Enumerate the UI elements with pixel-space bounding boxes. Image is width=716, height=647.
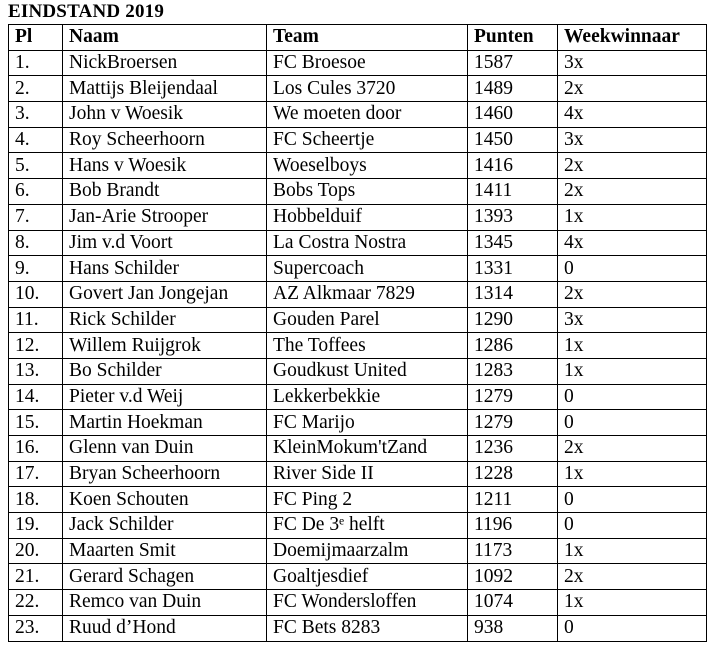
cell-weekwinnaar: 1x — [558, 538, 707, 564]
cell-team: River Side II — [267, 461, 468, 487]
table-row — [9, 153, 707, 179]
cell-pl: 19. — [9, 513, 63, 539]
cell-punten: 1290 — [468, 307, 558, 333]
cell-team: FC Scheertje — [267, 127, 468, 153]
cell-punten: 1074 — [468, 590, 558, 616]
cell-weekwinnaar: 2x — [558, 153, 707, 179]
cell-naam: Willem Ruijgrok — [63, 333, 267, 359]
table-row — [9, 307, 707, 333]
cell-punten: 1279 — [468, 410, 558, 436]
cell-weekwinnaar: 1x — [558, 590, 707, 616]
cell-pl: 22. — [9, 590, 63, 616]
cell-weekwinnaar: 0 — [558, 615, 707, 641]
cell-naam: Maarten Smit — [63, 538, 267, 564]
cell-team: Goudkust United — [267, 358, 468, 384]
cell-punten: 1393 — [468, 204, 558, 230]
cell-pl: 1. — [9, 50, 63, 76]
cell-punten: 1092 — [468, 564, 558, 590]
table-row — [9, 230, 707, 256]
cell-naam: NickBroersen — [63, 50, 267, 76]
cell-naam: Remco van Duin — [63, 590, 267, 616]
cell-punten: 1236 — [468, 436, 558, 462]
cell-naam: Jan-Arie Strooper — [63, 204, 267, 230]
table-row — [9, 615, 707, 641]
cell-team: Woeselboys — [267, 153, 468, 179]
cell-weekwinnaar: 2x — [558, 436, 707, 462]
cell-punten: 1196 — [468, 513, 558, 539]
table-row — [9, 50, 707, 76]
cell-weekwinnaar: 0 — [558, 256, 707, 282]
cell-weekwinnaar: 1x — [558, 333, 707, 359]
table-row — [9, 358, 707, 384]
cell-weekwinnaar: 3x — [558, 127, 707, 153]
cell-pl: 18. — [9, 487, 63, 513]
table-row — [9, 487, 707, 513]
cell-pl: 8. — [9, 230, 63, 256]
cell-naam: Ruud d’Hond — [63, 615, 267, 641]
cell-team: We moeten door — [267, 102, 468, 128]
cell-weekwinnaar: 3x — [558, 50, 707, 76]
cell-weekwinnaar: 1x — [558, 204, 707, 230]
cell-weekwinnaar: 2x — [558, 179, 707, 205]
header-weekwinnaar: Weekwinnaar — [558, 25, 707, 51]
cell-pl: 3. — [9, 102, 63, 128]
table-row — [9, 76, 707, 102]
cell-weekwinnaar: 2x — [558, 76, 707, 102]
cell-pl: 21. — [9, 564, 63, 590]
cell-team: Goaltjesdief — [267, 564, 468, 590]
cell-punten: 1331 — [468, 256, 558, 282]
cell-team: FC Marijo — [267, 410, 468, 436]
cell-punten: 938 — [468, 615, 558, 641]
cell-pl: 14. — [9, 384, 63, 410]
cell-naam: Hans Schilder — [63, 256, 267, 282]
standings-table — [8, 24, 707, 642]
cell-team: FC De 3ᵉ helft — [267, 513, 468, 539]
table-row — [9, 564, 707, 590]
cell-team: Doemijmaarzalm — [267, 538, 468, 564]
cell-team: Bobs Tops — [267, 179, 468, 205]
cell-naam: Koen Schouten — [63, 487, 267, 513]
table-row — [9, 281, 707, 307]
table-row — [9, 538, 707, 564]
cell-pl: 10. — [9, 281, 63, 307]
cell-team: FC Wondersloffen — [267, 590, 468, 616]
cell-punten: 1211 — [468, 487, 558, 513]
cell-naam: Bo Schilder — [63, 358, 267, 384]
cell-weekwinnaar: 0 — [558, 513, 707, 539]
cell-punten: 1314 — [468, 281, 558, 307]
cell-pl: 9. — [9, 256, 63, 282]
cell-weekwinnaar: 2x — [558, 564, 707, 590]
cell-punten: 1345 — [468, 230, 558, 256]
cell-naam: Bob Brandt — [63, 179, 267, 205]
cell-naam: Pieter v.d Weij — [63, 384, 267, 410]
cell-punten: 1411 — [468, 179, 558, 205]
cell-pl: 15. — [9, 410, 63, 436]
cell-pl: 17. — [9, 461, 63, 487]
cell-punten: 1228 — [468, 461, 558, 487]
cell-pl: 23. — [9, 615, 63, 641]
cell-team: Gouden Parel — [267, 307, 468, 333]
table-row — [9, 461, 707, 487]
cell-punten: 1460 — [468, 102, 558, 128]
cell-pl: 16. — [9, 436, 63, 462]
cell-team: Supercoach — [267, 256, 468, 282]
cell-naam: Glenn van Duin — [63, 436, 267, 462]
header-naam: Naam — [63, 25, 267, 51]
cell-team: Lekkerbekkie — [267, 384, 468, 410]
table-row — [9, 204, 707, 230]
cell-pl: 20. — [9, 538, 63, 564]
cell-naam: Mattijs Bleijendaal — [63, 76, 267, 102]
cell-weekwinnaar: 0 — [558, 487, 707, 513]
cell-punten: 1587 — [468, 50, 558, 76]
cell-weekwinnaar: 4x — [558, 102, 707, 128]
cell-punten: 1283 — [468, 358, 558, 384]
cell-naam: Jack Schilder — [63, 513, 267, 539]
cell-pl: 5. — [9, 153, 63, 179]
cell-naam: John v Woesik — [63, 102, 267, 128]
cell-team: KleinMokum'tZand — [267, 436, 468, 462]
cell-weekwinnaar: 0 — [558, 410, 707, 436]
table-row — [9, 513, 707, 539]
table-row — [9, 410, 707, 436]
cell-naam: Martin Hoekman — [63, 410, 267, 436]
cell-team: Los Cules 3720 — [267, 76, 468, 102]
cell-weekwinnaar: 4x — [558, 230, 707, 256]
table-row — [9, 333, 707, 359]
cell-pl: 2. — [9, 76, 63, 102]
cell-pl: 13. — [9, 358, 63, 384]
cell-punten: 1489 — [468, 76, 558, 102]
cell-naam: Jim v.d Voort — [63, 230, 267, 256]
header-team: Team — [267, 25, 468, 51]
cell-naam: Rick Schilder — [63, 307, 267, 333]
page-title: EINDSTAND 2019 — [8, 1, 165, 22]
table-row — [9, 102, 707, 128]
table-row — [9, 179, 707, 205]
cell-pl: 12. — [9, 333, 63, 359]
cell-weekwinnaar: 2x — [558, 281, 707, 307]
cell-naam: Gerard Schagen — [63, 564, 267, 590]
cell-naam: Roy Scheerhoorn — [63, 127, 267, 153]
header-row — [9, 25, 707, 51]
header-punten: Punten — [468, 25, 558, 51]
cell-weekwinnaar: 1x — [558, 461, 707, 487]
cell-pl: 11. — [9, 307, 63, 333]
cell-naam: Govert Jan Jongejan — [63, 281, 267, 307]
cell-punten: 1286 — [468, 333, 558, 359]
cell-naam: Hans v Woesik — [63, 153, 267, 179]
cell-weekwinnaar: 3x — [558, 307, 707, 333]
cell-team: FC Ping 2 — [267, 487, 468, 513]
cell-punten: 1279 — [468, 384, 558, 410]
cell-team: La Costra Nostra — [267, 230, 468, 256]
cell-pl: 4. — [9, 127, 63, 153]
cell-pl: 7. — [9, 204, 63, 230]
table-row — [9, 436, 707, 462]
cell-team: FC Bets 8283 — [267, 615, 468, 641]
cell-team: FC Broesoe — [267, 50, 468, 76]
cell-punten: 1173 — [468, 538, 558, 564]
table-row — [9, 127, 707, 153]
table-row — [9, 384, 707, 410]
cell-team: AZ Alkmaar 7829 — [267, 281, 468, 307]
cell-team: Hobbelduif — [267, 204, 468, 230]
table-row — [9, 590, 707, 616]
cell-pl: 6. — [9, 179, 63, 205]
cell-punten: 1450 — [468, 127, 558, 153]
cell-punten: 1416 — [468, 153, 558, 179]
header-pl: Pl — [9, 25, 63, 51]
cell-weekwinnaar: 1x — [558, 358, 707, 384]
cell-naam: Bryan Scheerhoorn — [63, 461, 267, 487]
cell-team: The Toffees — [267, 333, 468, 359]
table-row — [9, 256, 707, 282]
cell-weekwinnaar: 0 — [558, 384, 707, 410]
